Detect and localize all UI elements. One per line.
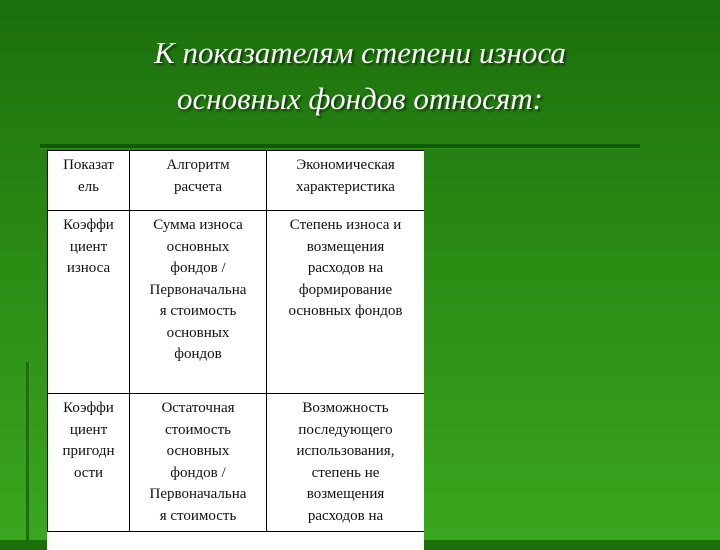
slide-title-line-1: К показателям степени износа <box>154 35 566 70</box>
table-cell: Возможность последующего использования, степень не возмещения расходов на <box>267 394 425 532</box>
table-cell: Коэффи циент износа <box>48 211 130 394</box>
table-cell: Степень износа и возмещения расходов на формирование основных фондов <box>267 211 425 394</box>
table-header-row <box>48 151 425 211</box>
table-row <box>48 211 425 394</box>
slide-title <box>0 30 720 122</box>
indicators-table <box>47 150 424 550</box>
header-cell-indicator: Показат ель <box>48 151 130 211</box>
slide-title-line-2: основных фондов относят: <box>177 81 543 116</box>
left-accent-line <box>26 362 29 540</box>
table-row <box>48 394 425 532</box>
header-cell-characteristic: Экономическая характеристика <box>267 151 425 211</box>
title-divider <box>40 144 640 148</box>
header-cell-algorithm: Алгоритм расчета <box>130 151 267 211</box>
table-cell: Коэффи циент пригодн ости <box>48 394 130 532</box>
table-cell: Сумма износа основных фондов / Первоначальна я стоимость основных фондов <box>130 211 267 394</box>
table-cell: Остаточная стоимость основных фондов / Первоначальна я стоимость <box>130 394 267 532</box>
